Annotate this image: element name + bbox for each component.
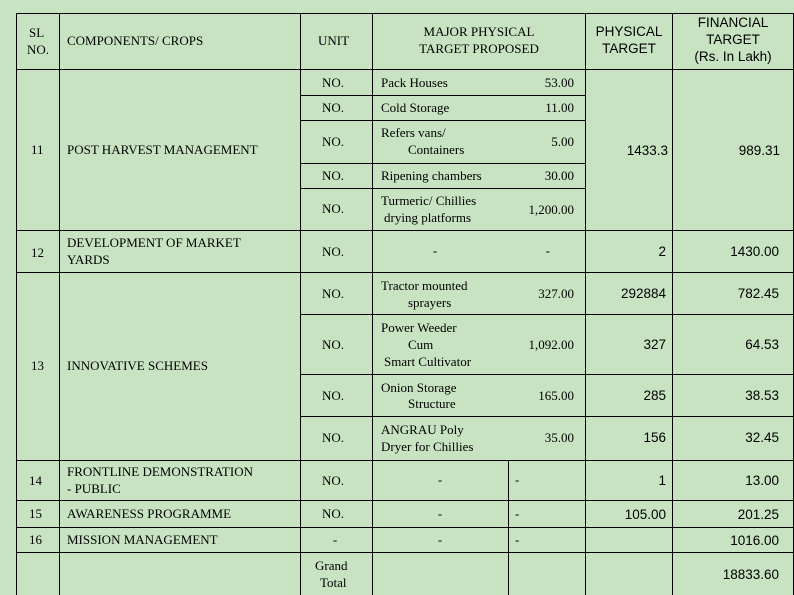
grid-line <box>300 163 585 164</box>
item-name: Cum <box>408 337 434 352</box>
financial-target: 38.53 <box>745 388 779 403</box>
target-value: 11.00 <box>545 100 574 115</box>
sl-number: 14 <box>29 473 42 488</box>
target-value: 1,092.00 <box>528 337 574 352</box>
item-name: - <box>437 532 443 547</box>
grid-line <box>300 95 585 96</box>
financial-target: 13.00 <box>745 473 779 488</box>
item-name: Onion Storage <box>381 380 457 395</box>
target-value: 165.00 <box>538 388 574 403</box>
grid-line <box>372 13 373 595</box>
item-name: - <box>437 506 443 521</box>
grid-line <box>300 314 794 315</box>
item-name: Refers vans/ <box>381 125 446 140</box>
target-value: 30.00 <box>544 168 574 183</box>
component-name: YARDS <box>67 252 110 267</box>
item-name: ANGRAU Poly <box>381 422 464 437</box>
header-unit: UNIT <box>318 33 350 48</box>
physical-target: 105.00 <box>624 507 666 522</box>
target-value: 53.00 <box>544 75 574 90</box>
target-value: - <box>515 472 520 487</box>
target-value: - <box>515 506 520 521</box>
target-value: 35.00 <box>544 430 574 445</box>
sl-number: 13 <box>31 358 44 373</box>
grid-line <box>16 69 794 70</box>
item-name: drying platforms <box>384 210 472 225</box>
target-value: 1,200.00 <box>528 202 574 217</box>
target-value: 5.00 <box>551 134 574 149</box>
unit-cell: NO. <box>322 430 345 445</box>
grid-line <box>16 272 794 273</box>
header-financial-line1: FINANCIAL <box>697 15 769 30</box>
financial-target: 32.45 <box>745 430 779 445</box>
unit-cell: NO. <box>322 286 345 301</box>
unit-cell: NO. <box>322 168 345 183</box>
item-name: Dryer for Chillies <box>381 439 474 454</box>
grid-line <box>16 13 17 595</box>
grand-total-label: Grand <box>315 558 348 573</box>
sl-number: 16 <box>29 532 42 547</box>
unit-cell: NO. <box>322 506 345 521</box>
header-major-line1: MAJOR PHYSICAL <box>423 24 535 39</box>
item-name: Power Weeder <box>381 320 457 335</box>
physical-target: 1 <box>658 473 666 488</box>
unit-cell: NO. <box>322 337 345 352</box>
grid-line <box>300 374 794 375</box>
grid-line <box>16 552 794 553</box>
grid-line <box>300 188 585 189</box>
unit-cell: NO. <box>322 201 345 216</box>
target-value: 327.00 <box>538 286 574 301</box>
physical-target: 292884 <box>620 286 666 301</box>
header-financial-line3: (Rs. In Lakh) <box>694 49 772 64</box>
item-name: Ripening chambers <box>381 168 482 183</box>
header-components: COMPONENTS/ CROPS <box>67 33 204 48</box>
grand-total-label: Total <box>320 575 347 590</box>
item-name: Pack Houses <box>381 75 448 90</box>
grid-line <box>300 416 794 417</box>
item-name: Smart Cultivator <box>384 354 472 369</box>
header-financial-line2: TARGET <box>706 32 760 47</box>
header-physical-line1: PHYSICAL <box>595 24 663 39</box>
financial-target: 782.45 <box>737 286 779 301</box>
header-no: NO. <box>27 42 50 57</box>
component-name: AWARENESS PROGRAMME <box>67 506 232 521</box>
item-name: - <box>432 243 438 258</box>
physical-target: 285 <box>643 388 666 403</box>
sl-number: 12 <box>31 245 44 260</box>
grid-line <box>16 527 794 528</box>
grid-line <box>16 460 794 461</box>
component-name: - PUBLIC <box>67 481 121 496</box>
item-name: Structure <box>408 396 456 411</box>
unit-cell: - <box>332 532 338 547</box>
grid-line <box>16 230 794 231</box>
physical-target: 327 <box>643 337 666 352</box>
financial-target: 201.25 <box>737 507 779 522</box>
target-value: - <box>515 532 520 547</box>
target-value: - <box>545 243 550 258</box>
unit-cell: NO. <box>322 75 345 90</box>
component-name: INNOVATIVE SCHEMES <box>67 358 208 373</box>
unit-cell: NO. <box>322 100 345 115</box>
financial-target: 1430.00 <box>730 244 779 259</box>
item-name: Containers <box>408 142 465 157</box>
component-name: FRONTLINE DEMONSTRATION <box>67 464 253 479</box>
financial-target: 989.31 <box>738 143 780 158</box>
unit-cell: NO. <box>322 473 345 488</box>
financial-target: 1016.00 <box>730 533 779 548</box>
header-sl: SL <box>29 25 45 40</box>
grid-line <box>16 500 794 501</box>
grid-line <box>300 13 301 595</box>
sl-number: 15 <box>29 506 42 521</box>
financial-target: 64.53 <box>745 337 779 352</box>
header-physical-line2: TARGET <box>602 41 656 56</box>
item-name: sprayers <box>408 295 452 310</box>
item-name: Tractor mounted <box>381 278 468 293</box>
component-name: MISSION MANAGEMENT <box>67 532 218 547</box>
grid-line <box>300 120 585 121</box>
item-name: - <box>437 472 443 487</box>
sl-number: 11 <box>31 142 44 157</box>
component-name: DEVELOPMENT OF MARKET <box>67 235 241 250</box>
grand-total-financial: 18833.60 <box>722 567 779 582</box>
grid-line <box>59 13 60 595</box>
unit-cell: NO. <box>322 134 345 149</box>
unit-cell: NO. <box>322 244 345 259</box>
physical-target: 1433.3 <box>626 143 668 158</box>
physical-target: 156 <box>643 430 666 445</box>
physical-target: 2 <box>658 244 666 259</box>
header-major-line2: TARGET PROPOSED <box>419 41 539 56</box>
item-name: Cold Storage <box>381 100 450 115</box>
item-name: Turmeric/ Chillies <box>381 193 477 208</box>
unit-cell: NO. <box>322 388 345 403</box>
component-name: POST HARVEST MANAGEMENT <box>67 142 258 157</box>
